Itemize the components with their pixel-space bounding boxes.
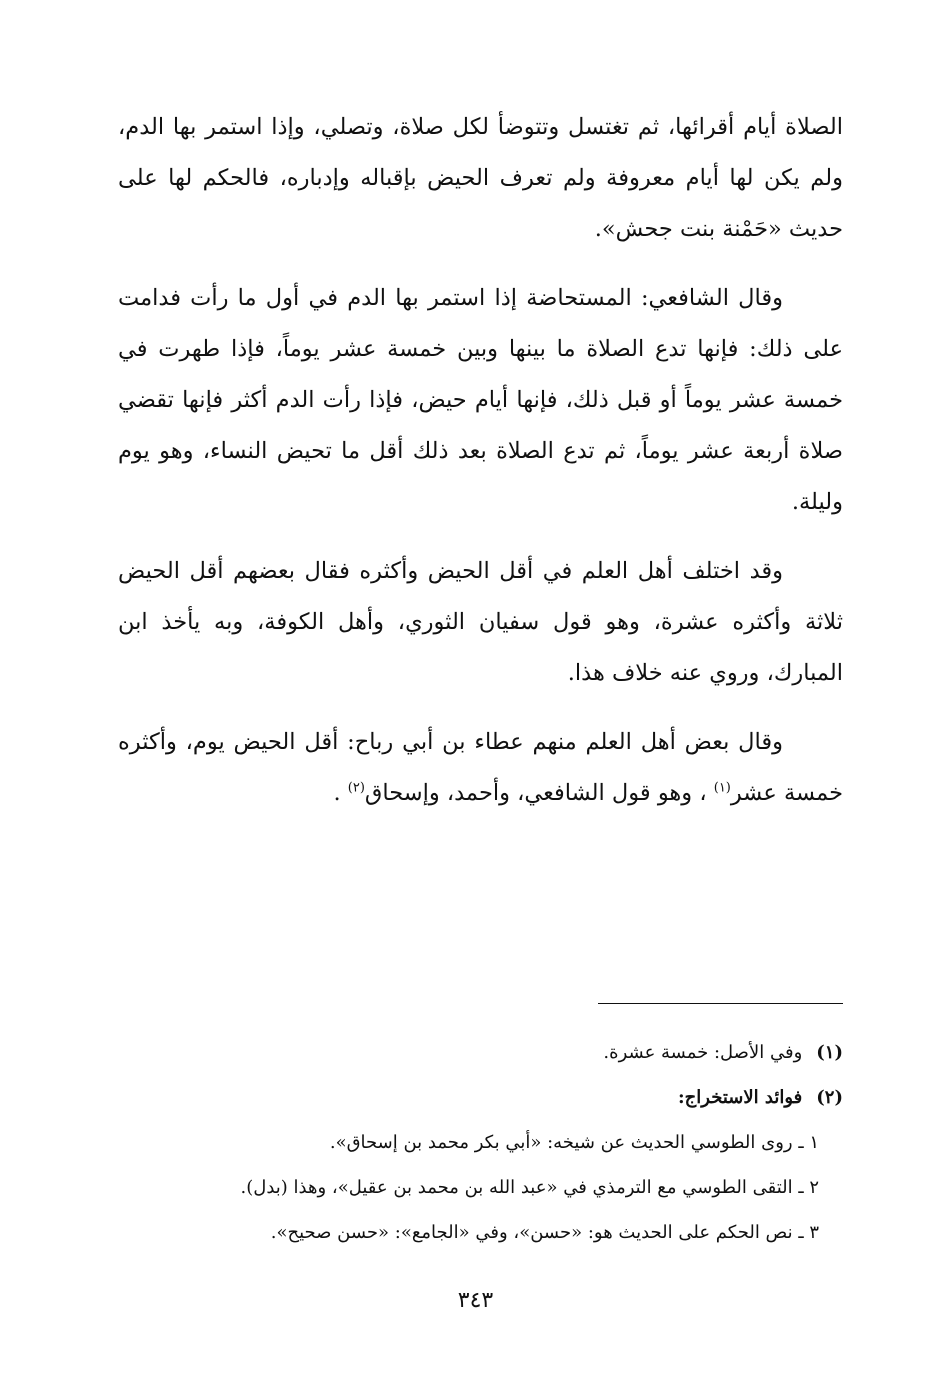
- paragraph-3: وقد اختلف أهل العلم في أقل الحيض وأكثره فقال بعضهم أقل الحيض ثلاثة وأكثره عشرة، وهو قول سفيان الثوري، وأهل الكوفة، وبه يأخذ ابن المبارك، وروي عنه خلاف هذا.: [118, 558, 843, 686]
- footnote-2-title: فوائد الاستخراج:: [678, 1087, 803, 1108]
- footnote-2-item-2: ٢ ـ التقى الطوسي مع الترمذي في «عبد الله بن محمد بن عقيل»، وهذا (بدل).: [240, 1177, 819, 1198]
- paragraph-4-text-b: ، وهو قول الشافعي، وأحمد، وإسحاق: [364, 780, 714, 806]
- footnote-2-item-1: ١ ـ روى الطوسي الحديث عن شيخه: «أبي بكر محمد بن إسحاق».: [329, 1132, 819, 1153]
- footnotes: [118, 1030, 843, 1255]
- main-text: [118, 102, 843, 837]
- page-number: ٣٤٣: [457, 1288, 494, 1313]
- paragraph-4: [118, 717, 843, 819]
- paragraph-2: وقال الشافعي: المستحاضة إذا استمر بها الدم في أول ما رأت فدامت على ذلك: فإنها تدع الصلاة ما بينها وبين خمسة عشر يوماً، فإذا طهرت في خمسة عشر يوماً أو قبل ذلك، فإنها أيام حيض، فإذا رأت الدم أكثر فإنها تقضي صلاة أربعة عشر يوماً، ثم تدع الصلاة بعد ذلك أقل ما تحيض النساء، وهو يوم وليلة.: [118, 285, 843, 515]
- footnote-1-number: (١): [816, 1042, 843, 1063]
- footnote-ref-2[interactable]: (٢): [347, 780, 365, 796]
- footnote-2-item-3: ٣ ـ نص الحكم على الحديث هو: «حسن»، وفي «الجامع»: «حسن صحيح».: [270, 1222, 819, 1243]
- footnote-1-text: وفي الأصل: خمسة عشرة.: [603, 1042, 803, 1063]
- footnote-ref-1[interactable]: (١): [713, 780, 731, 796]
- footnote-2: [118, 1075, 843, 1120]
- paragraph-4-text-a: وقال بعض أهل العلم منهم عطاء بن أبي رباح: أقل الحيض يوم، وأكثره خمسة عشر: [118, 729, 843, 806]
- footnote-separator: [598, 1003, 843, 1004]
- footnote-2-number: (٢): [816, 1087, 843, 1108]
- paragraph-1: الصلاة أيام أقرائها، ثم تغتسل وتتوضأ لكل صلاة، وتصلي، وإذا استمر بها الدم، ولم يكن لها أيام معروفة ولم تعرف الحيض بإقباله وإدباره، فالحكم لها على حديث «حَمْنة بنت جحش».: [118, 114, 843, 242]
- footnote-1: [118, 1030, 843, 1075]
- paragraph-4-text-c: .: [333, 780, 348, 806]
